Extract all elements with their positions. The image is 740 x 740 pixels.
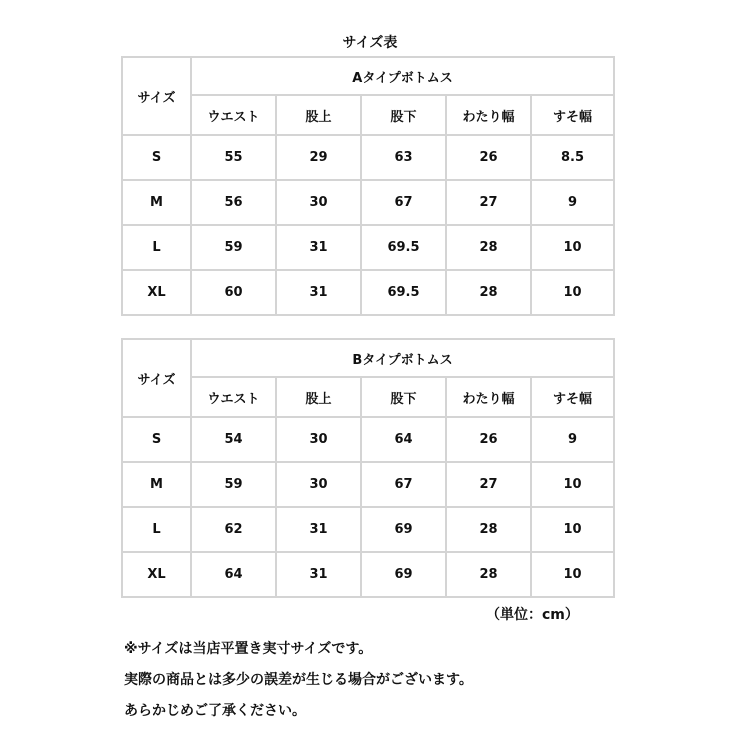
- row-size: M: [122, 180, 191, 225]
- table-row: [122, 507, 614, 552]
- row-size: S: [122, 417, 191, 462]
- cell: 69.5: [361, 270, 446, 315]
- cell: 54: [191, 417, 276, 462]
- cell: 10: [531, 270, 614, 315]
- col-header-inseam: 股下: [361, 95, 446, 135]
- table-row: [122, 225, 614, 270]
- cell: 31: [276, 270, 361, 315]
- type-header: Bタイプボトムス: [191, 339, 614, 377]
- table-row: [122, 417, 614, 462]
- row-size: M: [122, 462, 191, 507]
- cell: 64: [361, 417, 446, 462]
- cell: 27: [446, 180, 531, 225]
- cell: 63: [361, 135, 446, 180]
- cell: 31: [276, 507, 361, 552]
- row-size: XL: [122, 552, 191, 597]
- size-header: サイズ: [122, 57, 191, 135]
- cell: 55: [191, 135, 276, 180]
- cell: 64: [191, 552, 276, 597]
- cell: 60: [191, 270, 276, 315]
- cell: 31: [276, 552, 361, 597]
- cell: 10: [531, 225, 614, 270]
- cell: 8.5: [531, 135, 614, 180]
- cell: 69: [361, 552, 446, 597]
- row-size: S: [122, 135, 191, 180]
- cell: 59: [191, 225, 276, 270]
- cell: 9: [531, 417, 614, 462]
- table-row: [122, 180, 614, 225]
- cell: 30: [276, 180, 361, 225]
- size-table-b: [121, 338, 615, 598]
- row-size: XL: [122, 270, 191, 315]
- cell: 26: [446, 135, 531, 180]
- unit-label: （単位：cm）: [486, 607, 579, 623]
- cell: 28: [446, 507, 531, 552]
- col-header-thigh: わたり幅: [446, 95, 531, 135]
- cell: 10: [531, 462, 614, 507]
- note-line: あらかじめご了承ください。: [124, 703, 306, 719]
- cell: 67: [361, 180, 446, 225]
- table-row: [122, 135, 614, 180]
- cell: 69: [361, 507, 446, 552]
- chart-title: サイズ表: [342, 35, 398, 51]
- col-header-hem: すそ幅: [531, 377, 614, 417]
- cell: 69.5: [361, 225, 446, 270]
- cell: 56: [191, 180, 276, 225]
- cell: 9: [531, 180, 614, 225]
- cell: 10: [531, 507, 614, 552]
- row-size: L: [122, 225, 191, 270]
- cell: 30: [276, 462, 361, 507]
- cell: 62: [191, 507, 276, 552]
- table-row: [122, 270, 614, 315]
- col-header-waist: ウエスト: [191, 377, 276, 417]
- cell: 28: [446, 225, 531, 270]
- row-size: L: [122, 507, 191, 552]
- col-header-inseam: 股下: [361, 377, 446, 417]
- cell: 67: [361, 462, 446, 507]
- cell: 59: [191, 462, 276, 507]
- col-header-rise: 股上: [276, 377, 361, 417]
- size-header: サイズ: [122, 339, 191, 417]
- type-header: Aタイプボトムス: [191, 57, 614, 95]
- notes: [124, 634, 473, 727]
- cell: 10: [531, 552, 614, 597]
- cell: 31: [276, 225, 361, 270]
- cell: 28: [446, 552, 531, 597]
- note-line: 実際の商品とは多少の誤差が生じる場合がございます。: [124, 672, 473, 688]
- col-header-rise: 股上: [276, 95, 361, 135]
- table-row: [122, 462, 614, 507]
- cell: 30: [276, 417, 361, 462]
- cell: 26: [446, 417, 531, 462]
- col-header-waist: ウエスト: [191, 95, 276, 135]
- col-header-hem: すそ幅: [531, 95, 614, 135]
- cell: 29: [276, 135, 361, 180]
- col-header-thigh: わたり幅: [446, 377, 531, 417]
- cell: 28: [446, 270, 531, 315]
- note-line: ※サイズは当店平置き実寸サイズです。: [124, 641, 373, 657]
- cell: 27: [446, 462, 531, 507]
- table-row: [122, 552, 614, 597]
- size-table-a: [121, 56, 615, 316]
